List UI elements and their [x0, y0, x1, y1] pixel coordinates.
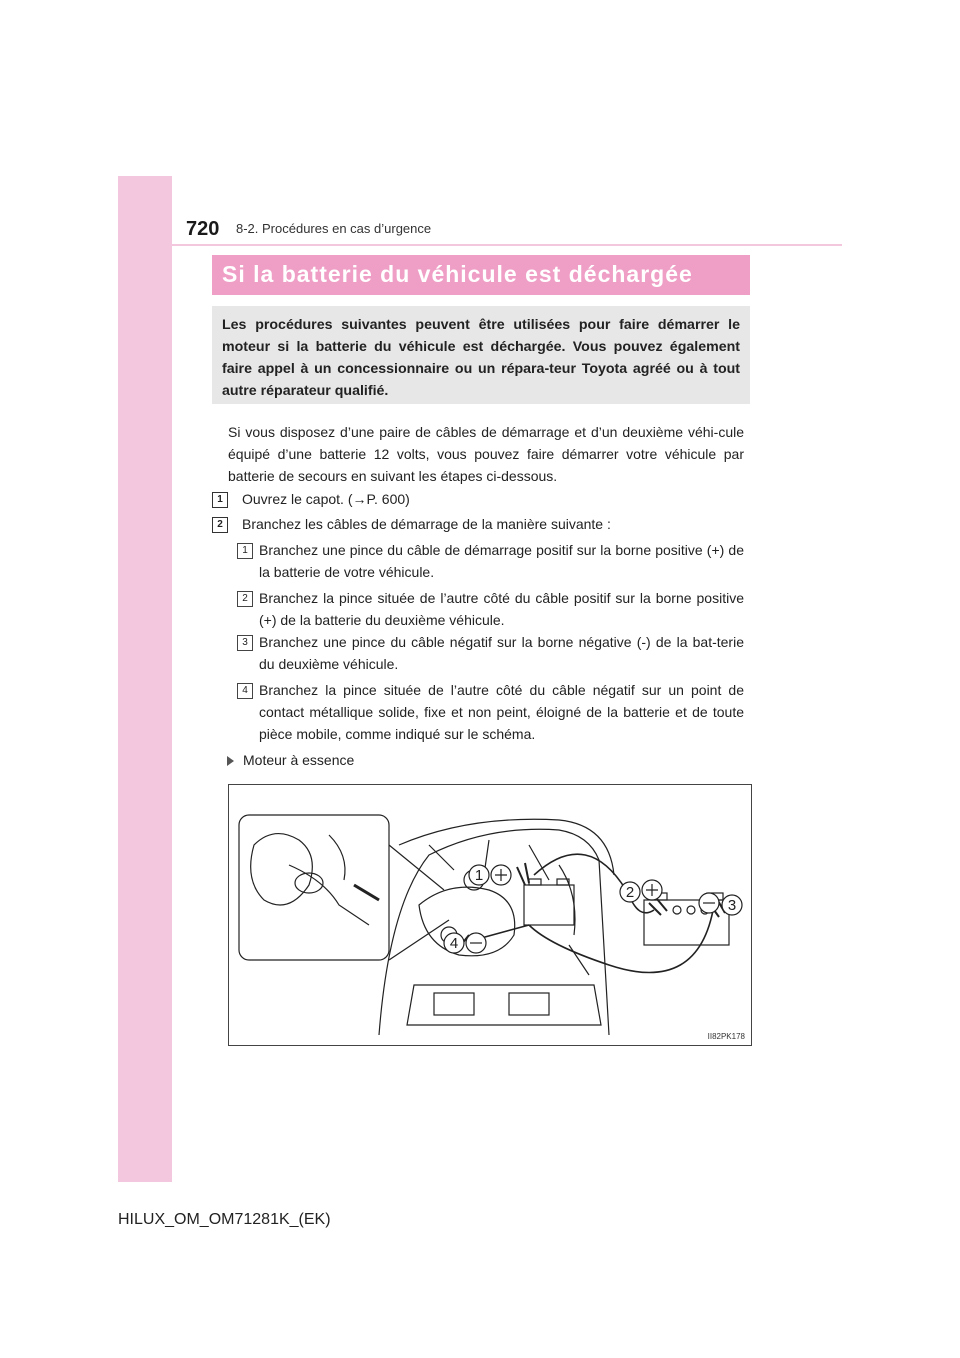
- step-number-2: 2: [212, 517, 228, 533]
- body-paragraph: Si vous disposez d’une paire de câbles de démarrage et d’un deuxième véhi-cule équipé d’une batterie 12 volts, vous pouvez faire démarrer votre véhicule par batterie de secours en suivant les étapes ci-dessous.: [228, 424, 744, 484]
- substep-number-4: 4: [237, 683, 253, 699]
- bullet-label: Moteur à essence: [243, 752, 355, 768]
- intro-box: [212, 306, 750, 404]
- step-number-1: 1: [212, 492, 228, 508]
- side-tab-band: [118, 176, 172, 1182]
- section-reference: 8-2. Procédures en cas d’urgence: [236, 221, 432, 236]
- substep-number-1: 1: [237, 543, 253, 559]
- callout-3: 3: [727, 897, 737, 914]
- step-text-1: Ouvrez le capot. (→P. 600): [242, 491, 410, 507]
- substep-number-3: 3: [237, 635, 253, 651]
- header-divider: [172, 244, 842, 246]
- section-title-bar: [212, 255, 750, 295]
- page-number: 720: [186, 218, 220, 240]
- figure-code: II82PK178: [707, 1032, 745, 1041]
- engine-bay-illustration: [229, 785, 751, 1045]
- callout-4: 4: [449, 935, 459, 952]
- substep-text-4: Branchez la pince située de l’autre côté du câble négatif sur un point de contact métallique solide, fixe et non peint, éloigné de la batterie et de toute pièce mobile, comme indiqué sur le schéma.: [259, 682, 744, 742]
- substep-number-2: 2: [237, 591, 253, 607]
- substep-text-1: Branchez une pince du câble de démarrage positif sur la borne positive (+) de la batterie de votre véhicule.: [259, 542, 744, 580]
- substep-text-2: Branchez la pince située de l’autre côté du câble positif sur la borne positive (+) de la batterie du deuxième véhicule.: [259, 590, 744, 628]
- intro-text: Les procédures suivantes peuvent être utilisées pour faire démarrer le moteur si la batterie du véhicule est déchargée. Vous pouvez également faire appel à un concessionnaire ou un répara-teur Toyota agréé ou à tout autre réparateur qualifié.: [222, 317, 740, 399]
- footer-doc-id: HILUX_OM_OM71281K_(EK): [118, 1211, 331, 1228]
- jump-start-figure: [228, 784, 752, 1046]
- section-title: Si la batterie du véhicule est déchargée: [222, 261, 693, 287]
- bullet-arrow-icon: [227, 756, 234, 766]
- callout-2: 2: [625, 884, 635, 901]
- substep-text-3: Branchez une pince du câble négatif sur la borne négative (-) de la bat-terie du deuxième véhicule.: [259, 634, 744, 672]
- step-text-2: Branchez les câbles de démarrage de la manière suivante :: [242, 516, 611, 532]
- callout-1: 1: [474, 867, 484, 884]
